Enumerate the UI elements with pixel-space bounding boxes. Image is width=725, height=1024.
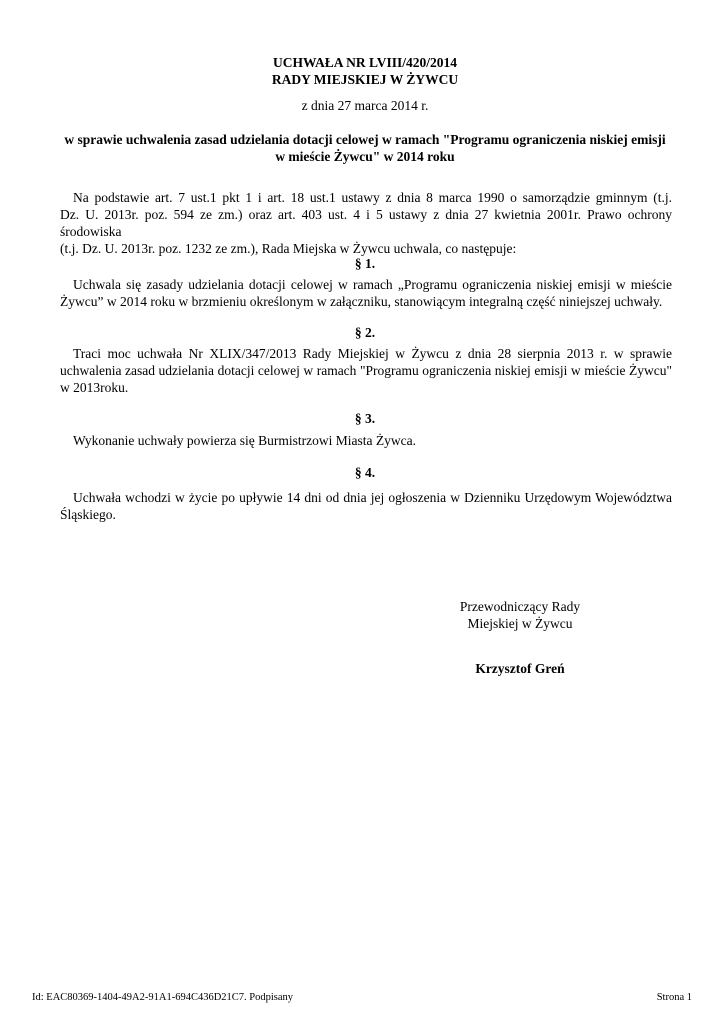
section-3-heading: § 3.	[354, 411, 376, 426]
section-1-line-2: Żywcu” w 2014 roku w brzmieniu określonym w załączniku, stanowiącym integralną część niniejszej uchwały.	[60, 294, 663, 309]
section-3-body	[60, 432, 672, 449]
signature-name: Krzysztof Greń	[475, 661, 565, 676]
preamble	[60, 189, 672, 257]
section-4-body	[60, 489, 672, 523]
section-4-line-1: Uchwała wchodzi w życie po upływie 14 dni od dnia jej ogłoszenia w Dzienniku Urzędowym Województwa	[73, 490, 672, 505]
preamble-line-1: Na podstawie art. 7 ust.1 pkt 1 i art. 18 ust.1 ustawy z dnia 8 marca 1990 o samorządzie gminnym (t.j.	[73, 190, 672, 205]
section-1-body	[60, 276, 672, 310]
title-line-2: RADY MIEJSKIEJ W ŻYWCU	[271, 72, 459, 87]
section-1-line-1: Uchwala się zasady udzielania dotacji celowej w ramach „Programu ograniczenia niskiej emisji w mieście	[73, 277, 672, 292]
resolution-title	[60, 54, 670, 88]
signature-role-line-1: Przewodniczący Rady	[459, 599, 581, 614]
section-3-line-1: Wykonanie uchwały powierza się Burmistrzowi Miasta Żywca.	[73, 433, 416, 448]
signature-role-line-2: Miejskiej w Żywcu	[467, 616, 573, 631]
preamble-line-3: (t.j. Dz. U. 2013r. poz. 1232 ze zm.), Rada Miejska w Żywcu uchwala, co następuje:	[60, 241, 517, 256]
section-4-heading: § 4.	[354, 465, 376, 480]
page-number-footer: Strona 1	[656, 992, 692, 1003]
subject-line-1: w sprawie uchwalenia zasad udzielania dotacji celowej w ramach "Programu ograniczenia niskiej emisji	[64, 132, 666, 147]
title-line-1: UCHWAŁA NR LVIII/420/2014	[272, 55, 458, 70]
section-4-line-2: Śląskiego.	[60, 507, 116, 522]
document-id-footer: Id: EAC80369-1404-49A2-91A1-694C436D21C7. Podpisany	[32, 992, 294, 1003]
section-2-line-2: uchwalenia zasad udzielania dotacji celowej w ramach "Programu ograniczenia niskiej emisji w mieście Żywcu"	[60, 363, 672, 378]
resolution-subject	[60, 131, 670, 165]
section-2-line-3: w 2013roku.	[60, 380, 129, 395]
subject-line-2: w mieście Żywcu" w 2014 roku	[275, 149, 455, 164]
section-2-heading: § 2.	[354, 325, 376, 340]
section-2-line-1: Traci moc uchwała Nr XLIX/347/2013 Rady Miejskiej w Żywcu z dnia 28 sierpnia 2013 r. w sprawie	[73, 346, 672, 361]
section-1-heading: § 1.	[354, 256, 376, 271]
resolution-date: z dnia 27 marca 2014 r.	[301, 98, 429, 113]
signature-role	[420, 598, 620, 632]
section-2-body	[60, 345, 672, 396]
preamble-line-2: Dz. U. 2013r. poz. 594 ze zm.) oraz art. 403 ust. 4 i 5 ustawy z dnia 27 kwietnia 2001r. Prawo ochrony środowiska	[60, 207, 672, 239]
